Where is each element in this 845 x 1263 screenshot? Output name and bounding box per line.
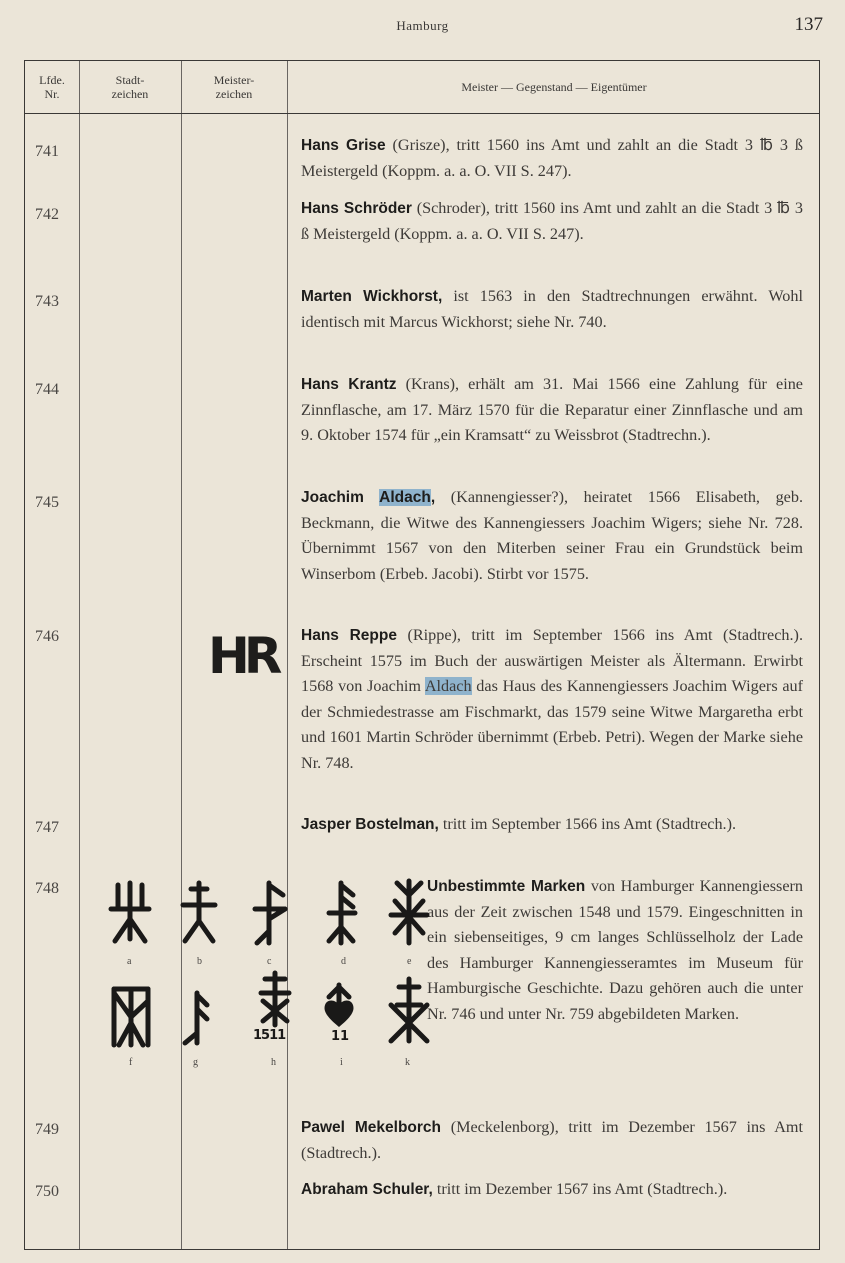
mark-e <box>387 877 431 949</box>
entry-text: Unbestimmte Marken von Hamburger Kannengiessern aus der Zeit zwischen 1548 und 1579. Eingeschnitten in ein siebenseitiges, 9 cm langes Schlüsselholz der Lade des Hamburger Kannengiesseramtes im Museum für Hamburgische Geschichte. Dazu gehören auch die unter Nr. 746 und unter Nr. 759 abgebildeten Marken. <box>427 877 803 1023</box>
mark-letter: h <box>271 1057 276 1068</box>
header-main: Meister — Gegenstand — Eigentümer <box>461 80 647 94</box>
entry-number: 748 <box>35 880 59 897</box>
entry-number: 744 <box>35 381 59 398</box>
mark-letter: g <box>193 1057 198 1068</box>
search-highlight: Aldach <box>379 489 431 506</box>
mark-letter: f <box>129 1057 133 1068</box>
mark-letter: a <box>127 956 132 967</box>
mark-group <box>105 871 425 1091</box>
mark-letter: c <box>267 956 272 967</box>
page-number: 137 <box>794 14 823 35</box>
entry-text: Jasper Bostelman, tritt im September 1566 ins Amt (Stadtrech.). <box>301 815 737 833</box>
header-meisterzeichen: Meister- zeichen <box>213 73 255 101</box>
mark-h-date: 1511 <box>253 1028 286 1043</box>
column-rule <box>79 61 80 1249</box>
entry-text: Hans Reppe (Rippe), tritt im September 1566 ins Amt (Stadtrech.). Erscheint 1575 im Buch der auswärtigen Meister als Ältermann. Erwirbt 1568 von Joachim Aldach das Haus des Kannengiessers Joachim Wigers auf der Schmiedestrasse am Fischmarkt, das 1579 seine Witwe Margaretha erbt und 1601 Martin Schröder übernimmt (Erbeb. Petri). Wegen der Marke siehe Nr. 748. <box>301 626 803 772</box>
mark-letter: e <box>407 956 412 967</box>
running-head <box>0 14 845 42</box>
entry-text: Joachim Aldach, (Kannengiesser?), heiratet 1566 Elisabeth, geb. Beckmann, die Witwe des Kannengiessers Joachim Wigers; siehe Nr. 728. Übernimmt 1567 von den Miterben seiner Frau ein Grundstück beim Winserbom (Erbeb. Jacobi). Stirbt vor 1575. <box>301 488 803 583</box>
mark-g <box>181 989 211 1049</box>
running-head-title: Hamburg <box>396 18 449 33</box>
entry-number: 741 <box>35 143 59 160</box>
mark-b <box>179 879 219 949</box>
entry-number: 750 <box>35 1183 59 1200</box>
search-highlight: Aldach <box>424 677 472 695</box>
header-rule <box>25 113 819 114</box>
entry-number: 747 <box>35 819 59 836</box>
mark-letter: k <box>405 1057 410 1068</box>
header-stadtzeichen: Stadt- zeichen <box>111 73 149 101</box>
header-nr: Lfde. Nr. <box>39 73 65 101</box>
mark-a <box>107 879 153 949</box>
entry-number: 743 <box>35 293 59 310</box>
entry-number: 742 <box>35 206 59 223</box>
entry-text: Hans Grise (Grisze), tritt 1560 ins Amt und zahlt an die Stadt 3 ℔ 3 ß Meistergeld (Koppm. a. a. O. VII S. 247). <box>301 136 803 180</box>
mark-i-date: 11 <box>331 1029 350 1044</box>
table-frame <box>24 60 820 1250</box>
entry-number: 746 <box>35 628 59 645</box>
entry-text: Hans Krantz (Krans), erhält am 31. Mai 1566 eine Zahlung für eine Zinnflasche, am 17. März 1570 für die Reparatur einer Zinnflasche und am 9. Oktober 1574 für „ein Kramsatt“ zu Weissbrot (Stadtrechn.). <box>301 375 803 444</box>
mark-i <box>321 981 357 1031</box>
mark-d <box>323 879 363 949</box>
mark-f <box>109 983 153 1051</box>
entry-text: Pawel Mekelborch (Meckelenborg), tritt im Dezember 1567 ins Amt (Stadtrech.). <box>301 1118 803 1162</box>
entry-text: Marten Wickhorst, ist 1563 in den Stadtrechnungen erwähnt. Wohl identisch mit Marcus Wickhorst; siehe Nr. 740. <box>301 287 803 331</box>
mark-k <box>385 975 433 1047</box>
mark-c <box>251 879 291 949</box>
entry-text: Abraham Schuler, tritt im Dezember 1567 ins Amt (Stadtrech.). <box>301 1180 728 1198</box>
entry-number: 749 <box>35 1121 59 1138</box>
entry-text: Hans Schröder (Schroder), tritt 1560 ins Amt und zahlt an die Stadt 3 ℔ 3 ß Meistergeld (Koppm. a. a. O. VII S. 247). <box>301 199 803 243</box>
master-mark-hr: HR <box>208 627 277 685</box>
mark-letter: i <box>340 1057 343 1068</box>
entry-number: 745 <box>35 494 59 511</box>
mark-letter: d <box>341 956 346 967</box>
mark-h <box>255 969 295 1029</box>
mark-letter: b <box>197 956 202 967</box>
